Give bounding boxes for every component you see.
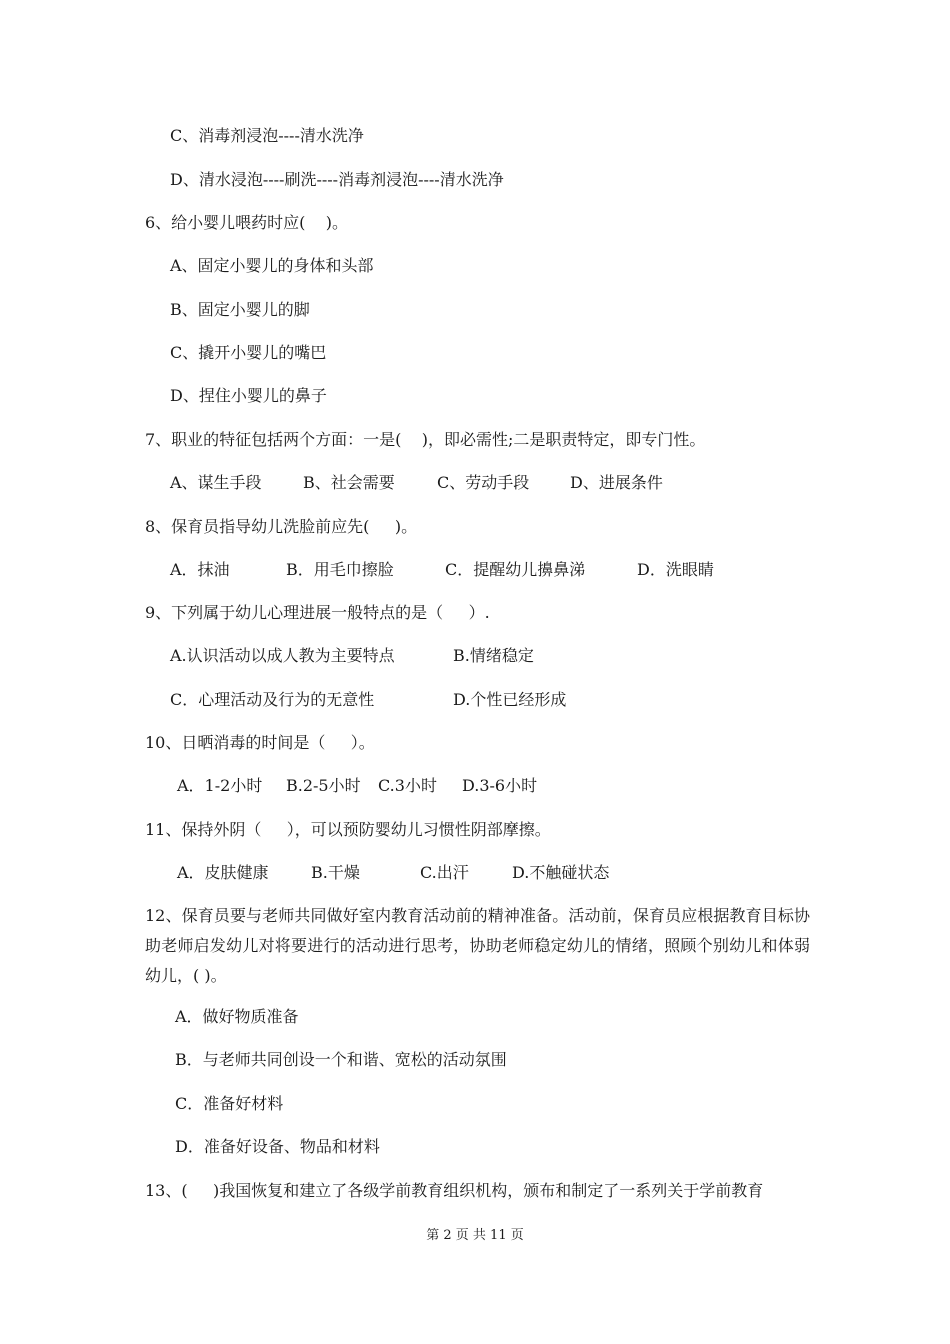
q12-option-a: A．做好物质准备 bbox=[175, 1007, 299, 1026]
q10-option-c: C.3小时 bbox=[378, 776, 437, 795]
q11-option-b: B.干燥 bbox=[311, 863, 360, 882]
q10-options bbox=[0, 776, 950, 796]
q8-option-a: A．抹油 bbox=[170, 560, 230, 579]
q9-option-d: D.个性已经形成 bbox=[453, 690, 567, 709]
q6-option-b: B、固定小婴儿的脚 bbox=[170, 300, 310, 319]
q8-stem: 8、保育员指导幼儿洗脸前应先( )。 bbox=[145, 517, 418, 536]
q13-stem: 13、( )我国恢复和建立了各级学前教育组织机构，颁布和制定了一系列关于学前教育 bbox=[145, 1181, 764, 1200]
q6-stem: 6、给小婴儿喂药时应( )。 bbox=[145, 213, 349, 232]
q9-options-row2 bbox=[0, 690, 950, 710]
q12-option-c: C．准备好材料 bbox=[175, 1094, 284, 1113]
q7-option-c: C、劳动手段 bbox=[437, 473, 530, 492]
q9-option-c: C．心理活动及行为的无意性 bbox=[170, 690, 375, 709]
q9-options-row1 bbox=[0, 646, 950, 666]
q10-option-a: A．1-2小时 bbox=[177, 776, 263, 795]
q9-option-b: B.情绪稳定 bbox=[453, 646, 534, 665]
q5-option-c: C、消毒剂浸泡----清水洗净 bbox=[170, 126, 364, 145]
q10-option-d: D.3-6小时 bbox=[462, 776, 538, 795]
q8-option-d: D．洗眼睛 bbox=[637, 560, 714, 579]
q8-options bbox=[0, 560, 950, 580]
q12-option-d: D．准备好设备、物品和材料 bbox=[175, 1137, 380, 1156]
q11-option-d: D.不触碰状态 bbox=[512, 863, 610, 882]
q8-option-c: C．提醒幼儿擤鼻涕 bbox=[445, 560, 586, 579]
q10-stem: 10、日晒消毒的时间是（ ）。 bbox=[145, 733, 375, 752]
q11-option-c: C.出汗 bbox=[420, 863, 469, 882]
q12-option-b: B．与老师共同创设一个和谐、宽松的活动氛围 bbox=[175, 1050, 507, 1069]
q6-option-d: D、捏住小婴儿的鼻子 bbox=[170, 386, 327, 405]
q7-options bbox=[0, 473, 950, 493]
q7-option-b: B、社会需要 bbox=[303, 473, 395, 492]
q9-stem: 9、下列属于幼儿心理进展一般特点的是（ ）. bbox=[145, 603, 490, 622]
q9-option-a: A.认识活动以成人教为主要特点 bbox=[170, 646, 395, 665]
q6-option-a: A、固定小婴儿的身体和头部 bbox=[170, 256, 374, 275]
q6-option-c: C、撬开小婴儿的嘴巴 bbox=[170, 343, 327, 362]
q11-options bbox=[0, 863, 950, 883]
q11-stem: 11、保持外阴（ ），可以预防婴幼儿习惯性阴部摩擦。 bbox=[145, 820, 551, 839]
q11-option-a: A．皮肤健康 bbox=[177, 863, 269, 882]
q5-option-d: D、清水浸泡----刷洗----消毒剂浸泡----清水洗净 bbox=[170, 170, 504, 189]
q10-option-b: B.2-5小时 bbox=[286, 776, 361, 795]
q7-option-a: A、谋生手段 bbox=[170, 473, 262, 492]
q7-stem: 7、职业的特征包括两个方面：一是( )，即必需性;二是职责特定，即专门性。 bbox=[145, 430, 706, 449]
q12-stem: 12、保育员要与老师共同做好室内教育活动前的精神准备。活动前，保育员应根据教育目标协助老师启发幼儿对将要进行的活动进行思考，协助老师稳定幼儿的情绪，照顾个别幼儿和体弱幼儿，( )。 bbox=[145, 906, 810, 985]
page-footer: 第 2 页 共 11 页 bbox=[426, 1228, 524, 1243]
q7-option-d: D、进展条件 bbox=[570, 473, 663, 492]
q8-option-b: B．用毛巾擦脸 bbox=[286, 560, 394, 579]
